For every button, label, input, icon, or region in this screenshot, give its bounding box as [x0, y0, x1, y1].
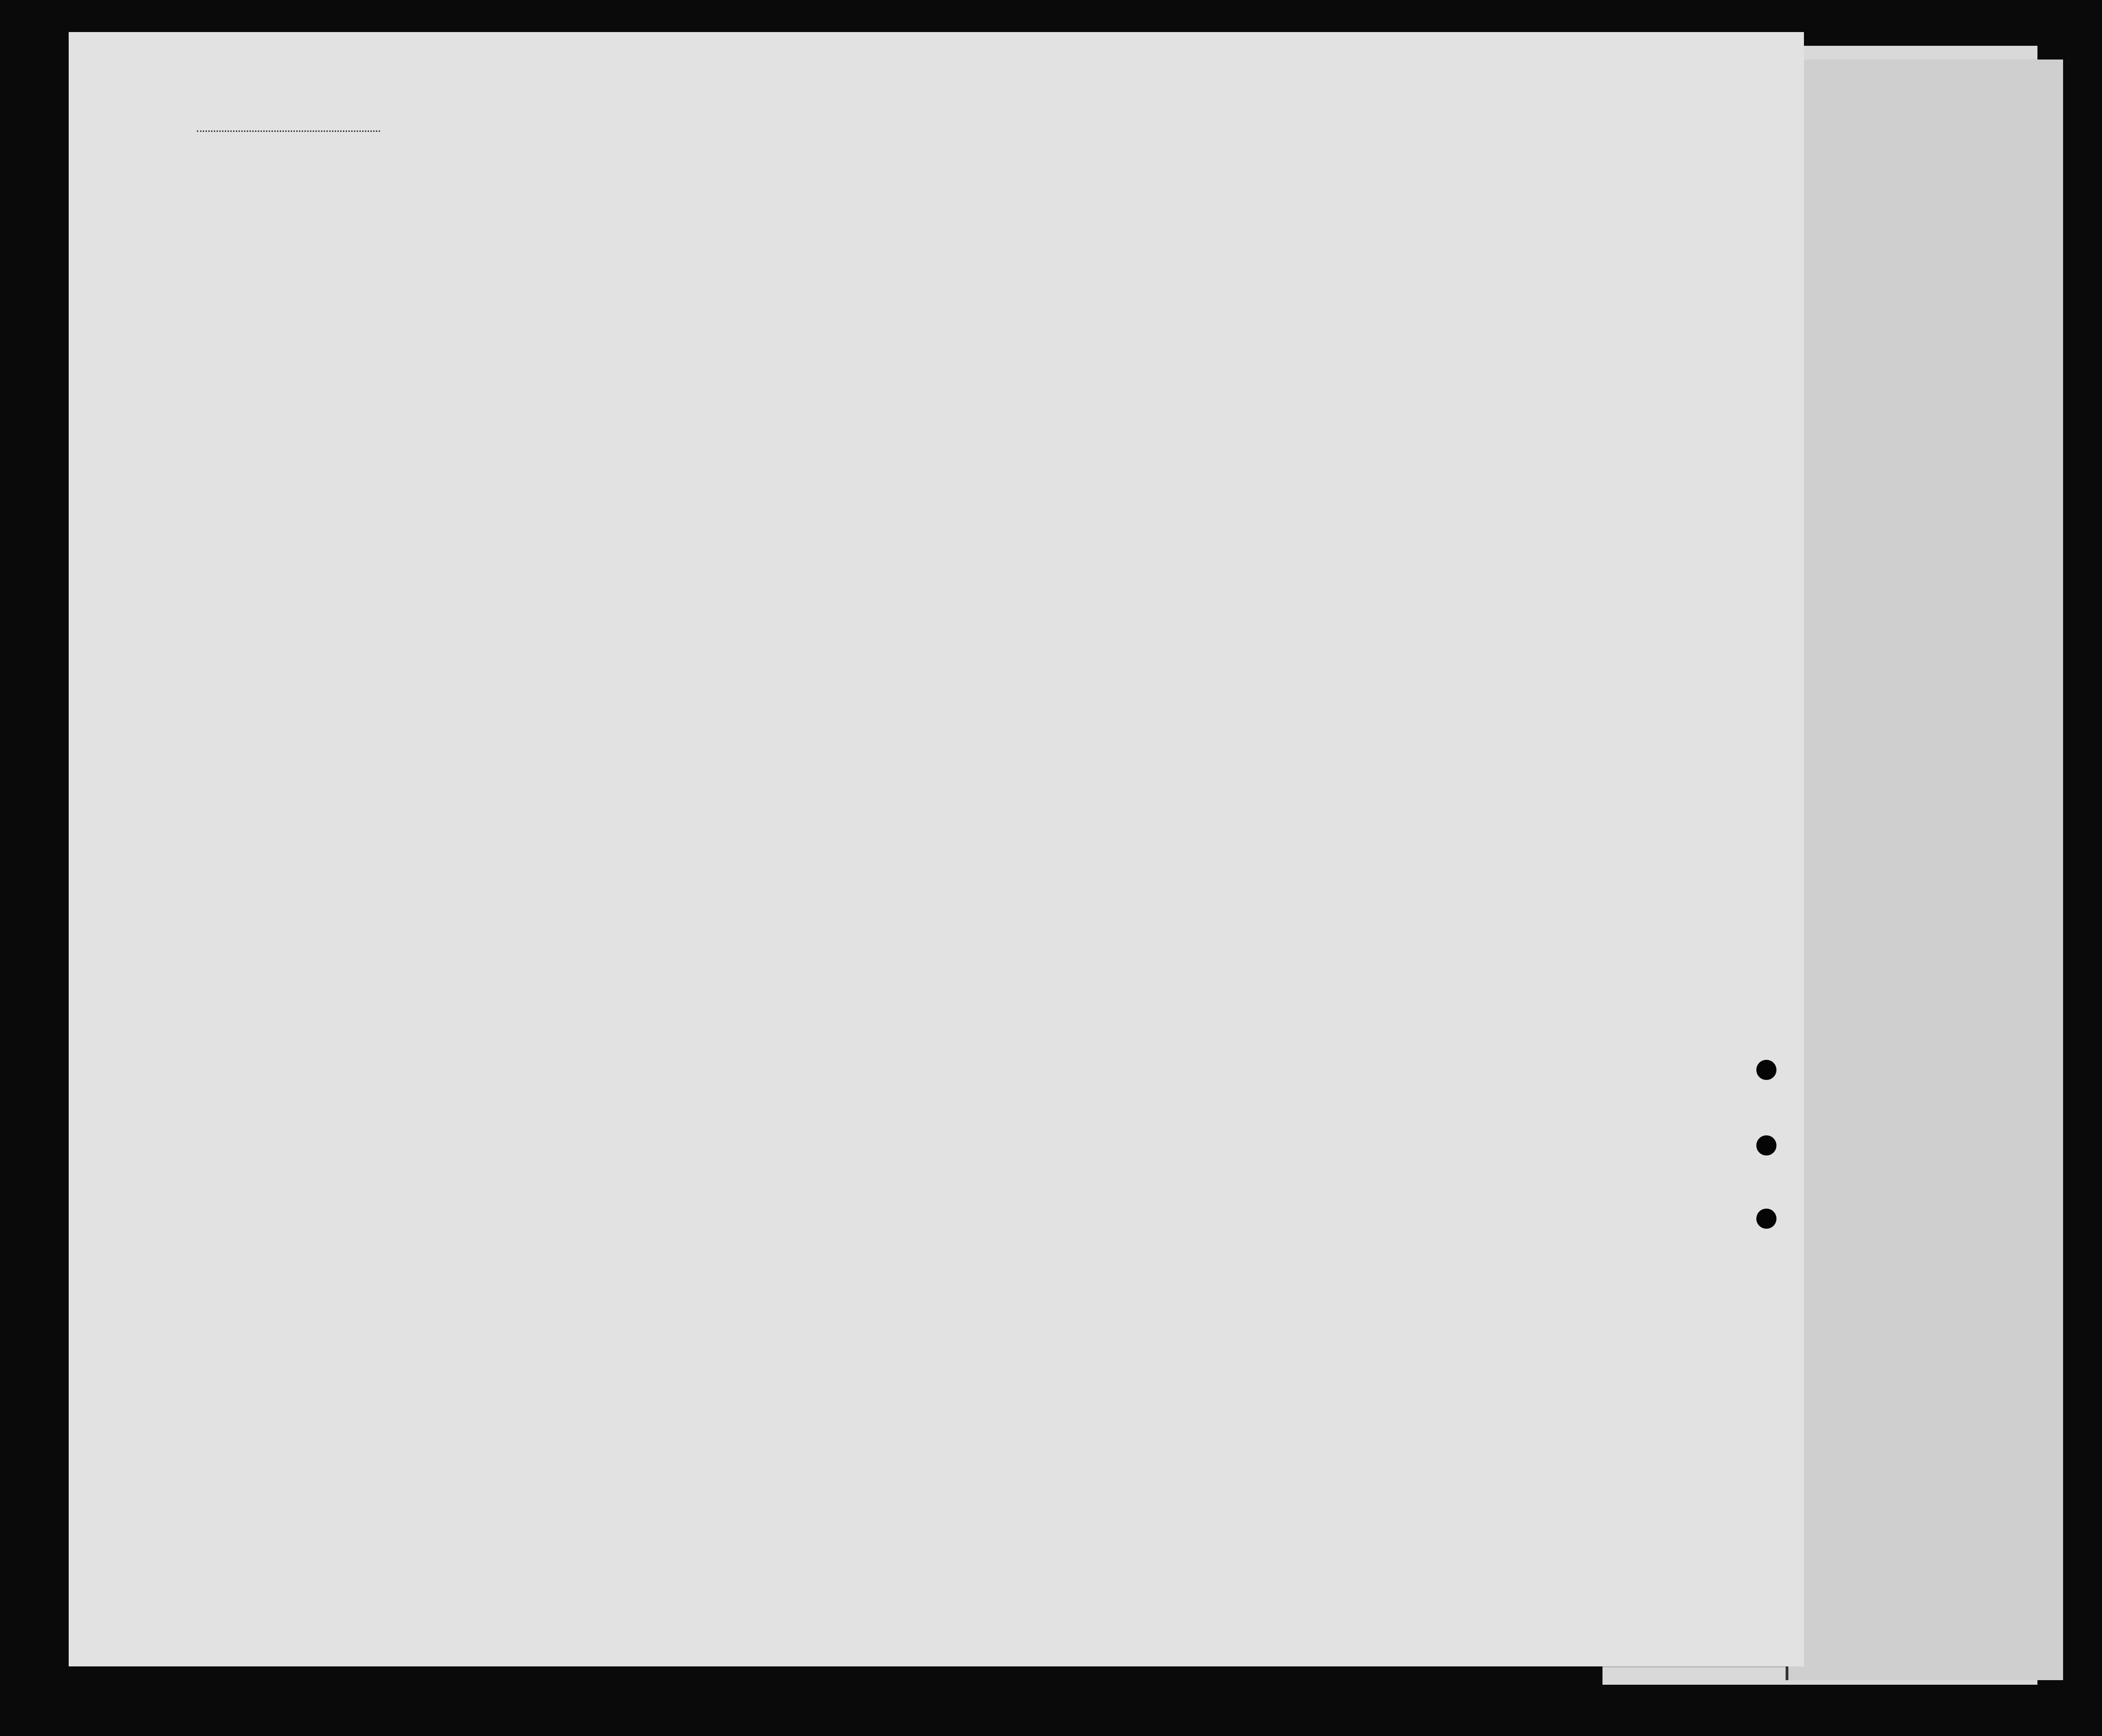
punch-hole [1756, 1209, 1776, 1229]
underlying-sheet-edge [1786, 60, 2063, 1680]
punch-hole [1756, 1060, 1776, 1080]
punch-hole [1756, 1135, 1776, 1156]
list-line [197, 130, 380, 132]
manifest-table [73, 238, 1767, 1474]
